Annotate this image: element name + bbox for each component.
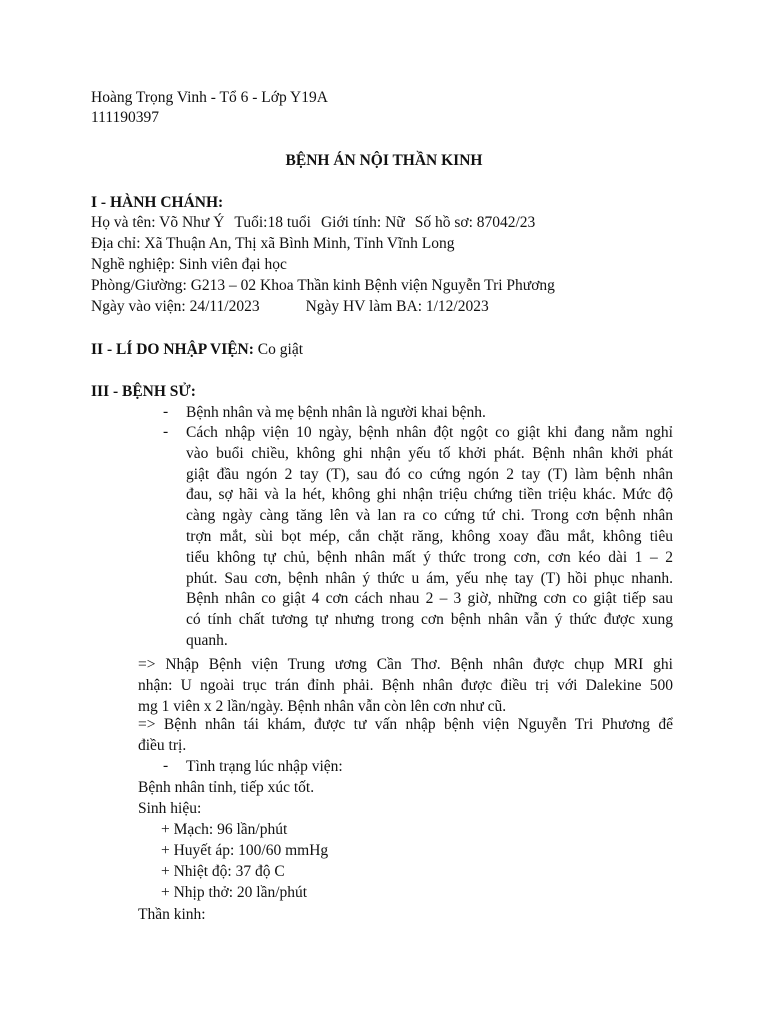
patient-age: Tuổi:18 tuổi xyxy=(234,214,311,231)
history-arrow-1-line: nhận: U ngoài trục trán đỉnh phải. Bệnh nhân được điều trị với Dalekine 500 xyxy=(138,677,673,694)
history-bullet-2-line: giật đầu ngón 2 tay (T), sau đó co cứng ngón 2 tay (T) làm bệnh nhân xyxy=(186,465,673,483)
section1-heading: I - HÀNH CHÁNH: xyxy=(91,194,224,211)
history-arrow-2-line: => Bệnh nhân tái khám, được tư vấn nhập bệnh viện Nguyễn Tri Phương để xyxy=(138,716,673,733)
history-bullet-2-line: đau, sợ hãi và la hét, không ghi nhận triệu chứng tiền triệu khác. Mức độ xyxy=(186,486,673,504)
history-arrow-1-line: mg 1 viên x 2 lần/ngày. Bệnh nhân vẫn còn lên cơn như cũ. xyxy=(138,698,507,715)
student-id: 111190397 xyxy=(91,109,160,126)
history-arrow-1-line: => Nhập Bệnh viện Trung ương Cần Thơ. Bệnh nhân được chụp MRI ghi xyxy=(138,656,673,673)
vital-sign-item: + Nhịp thở: 20 lần/phút xyxy=(161,884,308,901)
author-line: Hoàng Trọng Vinh - Tổ 6 - Lớp Y19A xyxy=(91,89,328,106)
admission-reason: Co giật xyxy=(257,341,304,358)
bullet-dash: - xyxy=(163,757,169,774)
vital-sign-item: + Nhiệt độ: 37 độ C xyxy=(161,863,285,880)
section2-line xyxy=(91,340,303,360)
admission-status: Bệnh nhân tỉnh, tiếp xúc tốt. xyxy=(138,779,315,796)
history-bullet-2-line: vào buổi chiều, không ghi nhận yếu tố khởi phát. Bệnh nhân khởi phát xyxy=(186,444,673,462)
patient-address: Địa chỉ: Xã Thuận An, Thị xã Bình Minh, Tỉnh Vĩnh Long xyxy=(91,235,455,252)
patient-name: Họ và tên: Võ Như Ý xyxy=(91,214,225,231)
patient-occupation: Nghề nghiệp: Sinh viên đại học xyxy=(91,256,287,273)
neuro-label: Thần kinh: xyxy=(138,906,206,923)
admin-info-line xyxy=(91,213,535,233)
history-arrow-2-line: điều trị. xyxy=(138,737,187,754)
history-bullet-2-line: càng ngày càng tăng lên và lan ra co cứng tứ chi. Trong cơn bệnh nhân xyxy=(186,507,673,525)
section2-heading: II - LÍ DO NHẬP VIỆN: xyxy=(91,341,254,358)
patient-room: Phòng/Giường: G213 – 02 Khoa Thần kinh Bệnh viện Nguyễn Tri Phương xyxy=(91,277,555,294)
record-date: Ngày HV làm BA: 1/12/2023 xyxy=(305,298,489,315)
vital-sign-item: + Huyết áp: 100/60 mmHg xyxy=(161,842,329,859)
history-bullet-2-line: tiểu không tự chủ, bệnh nhân mất ý thức trong cơn, cơn kéo dài 1 – 2 xyxy=(186,548,673,566)
dates-line xyxy=(91,297,489,317)
admit-date: Ngày vào viện: 24/11/2023 xyxy=(91,298,260,315)
history-bullet-2-line: phút. Sau cơn, bệnh nhân ý thức u ám, yếu nhẹ tay (T) hồi phục nhanh. xyxy=(186,569,673,587)
vitals-label: Sinh hiệu: xyxy=(138,800,202,817)
vital-sign-item: + Mạch: 96 lần/phút xyxy=(161,821,288,838)
history-bullet-1: Bệnh nhân và mẹ bệnh nhân là người khai bệnh. xyxy=(186,404,486,421)
history-bullet-2-line: quanh. xyxy=(186,632,228,649)
history-bullet-2-line: có tính chất tương tự nhưng trong cơn bệnh nhân vẫn ý thức được xung xyxy=(186,611,673,629)
bullet-dash: - xyxy=(163,403,169,420)
record-number: Số hồ sơ: 87042/23 xyxy=(414,214,536,231)
patient-gender: Giới tính: Nữ xyxy=(320,214,405,231)
section3-heading: III - BỆNH SỬ: xyxy=(91,383,196,400)
bullet-dash: - xyxy=(163,423,169,440)
history-bullet-2-line: Bệnh nhân co giật 4 cơn cách nhau 2 – 3 giờ, những cơn co giật tiếp sau xyxy=(186,590,673,608)
document-title: BỆNH ÁN NỘI THẦN KINH xyxy=(285,152,483,169)
history-bullet-2-line: Cách nhập viện 10 ngày, bệnh nhân đột ngột co giật khi đang nằm nghỉ xyxy=(186,424,673,441)
admission-status-bullet: Tình trạng lúc nhập viện: xyxy=(186,758,343,775)
history-bullet-2-line: trợn mắt, sùi bọt mép, cắn chặt răng, không xoay đầu mắt, không tiêu xyxy=(186,528,673,545)
